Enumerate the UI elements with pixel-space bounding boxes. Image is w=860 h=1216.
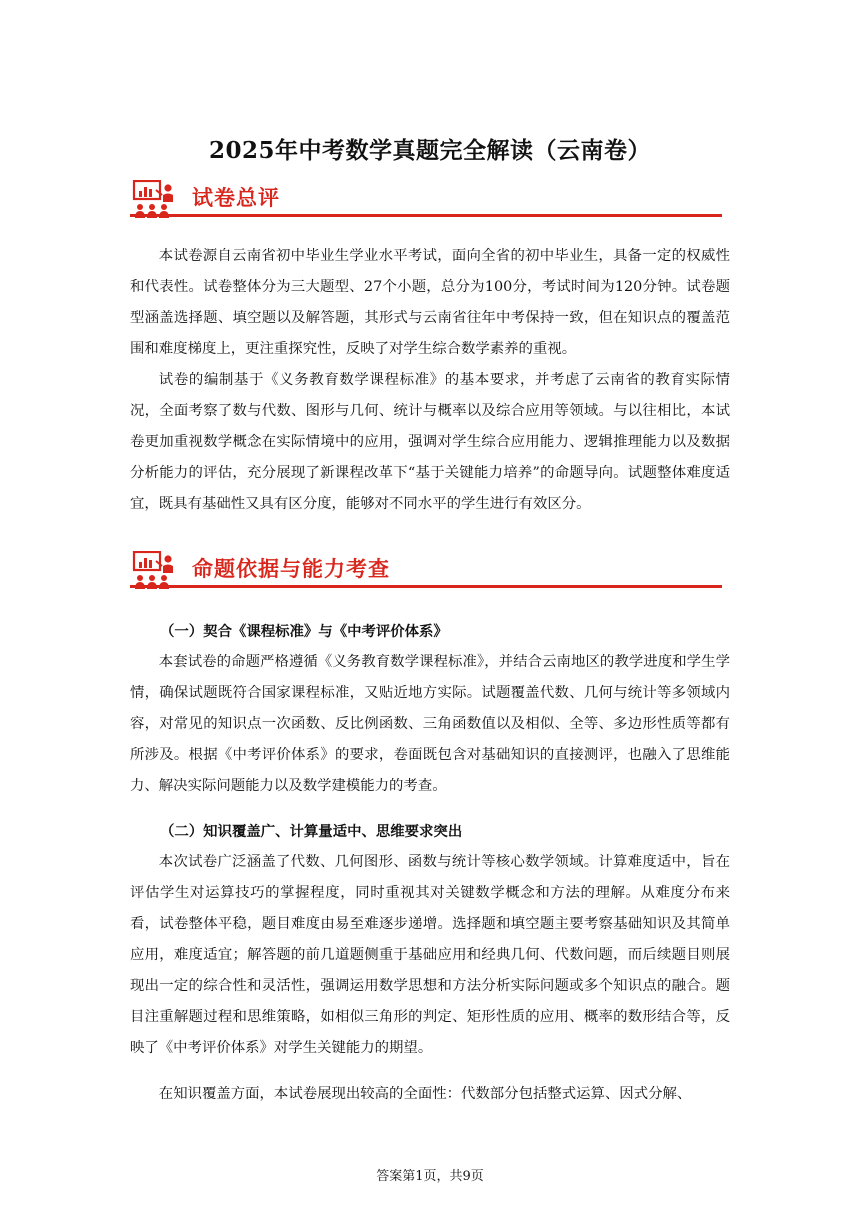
section-rule-accent xyxy=(130,585,186,588)
page-footer: 答案第1页，共9页 xyxy=(376,1169,484,1184)
basis-paragraph-1: 本套试卷的命题严格遵循《义务教育数学课程标准》，并结合云南地区的教学进度和学生学情，确保试题既符合国家课程标准，又贴近地方实际。试题覆盖代数、几何与统计等多领域内容，对常见的知识点一次函数、反比例函数、三角函数值以及相似、全等、多边形性质等都有所涉及。根据《中考评价体系》的要求，卷面既包含对基础知识的直接测评，也融入了思维能力、解决实际问题能力以及数学建模能力的考查。 xyxy=(130,654,730,794)
section-rule xyxy=(182,214,722,217)
section-heading: 试卷总评 xyxy=(192,186,280,210)
document-title: 2025年中考数学真题完全解读（云南卷） xyxy=(208,137,651,164)
overview-paragraph-1: 本试卷源自云南省初中毕业生学业水平考试，面向全省的初中毕业生，具备一定的权威性和代表性。试卷整体分为三大题型、27个小题，总分为100分，考试时间为120分钟。试卷题型涵盖选择题、填空题以及解答题，其形式与云南省往年中考保持一致，但在知识点的覆盖范围和难度梯度上，更注重探究性，反映了对学生综合数学素养的重视。 xyxy=(130,248,730,357)
section-header-basis xyxy=(130,549,722,595)
section-rule xyxy=(182,585,722,588)
subsection-heading-2: （二）知识覆盖广、计算量适中、思维要求突出 xyxy=(160,823,463,840)
trailing-paragraph: 在知识覆盖方面，本试卷展现出较高的全面性：代数部分包括整式运算、因式分解、 xyxy=(158,1086,692,1102)
section-heading: 命题依据与能力考查 xyxy=(192,557,390,581)
section-rule-accent xyxy=(130,214,186,217)
subsection-heading-1: （一）契合《课程标准》与《中考评价体系》 xyxy=(160,623,448,640)
basis-paragraph-2: 本次试卷广泛涵盖了代数、几何图形、函数与统计等核心数学领域。计算难度适中，旨在评估学生对运算技巧的掌握程度，同时重视其对关键数学概念和方法的理解。从难度分布来看，试卷整体平稳，题目难度由易至难逐步递增。选择题和填空题主要考察基础知识及其简单应用，难度适宜；解答题的前几道题侧重于基础应用和经典几何、代数问题，而后续题目则展现出一定的综合性和灵活性，强调运用数学思想和方法分析实际问题或多个知识点的融合。题目注重解题过程和思维策略，如相似三角形的判定、矩形性质的应用、概率的数形结合等，反映了《中考评价体系》对学生关键能力的期望。 xyxy=(130,854,730,1056)
overview-paragraph-2: 试卷的编制基于《义务教育数学课程标准》的基本要求，并考虑了云南省的教育实际情况，全面考察了数与代数、图形与几何、统计与概率以及综合应用等领域。与以往相比，本试卷更加重视数学概念在实际情境中的应用，强调对学生综合应用能力、逻辑推理能力以及数据分析能力的评估，充分展现了新课程改革下“基于关键能力培养”的命题导向。试题整体难度适宜，既具有基础性又具有区分度，能够对不同水平的学生进行有效区分。 xyxy=(130,372,730,512)
section-header-overview xyxy=(130,178,722,224)
